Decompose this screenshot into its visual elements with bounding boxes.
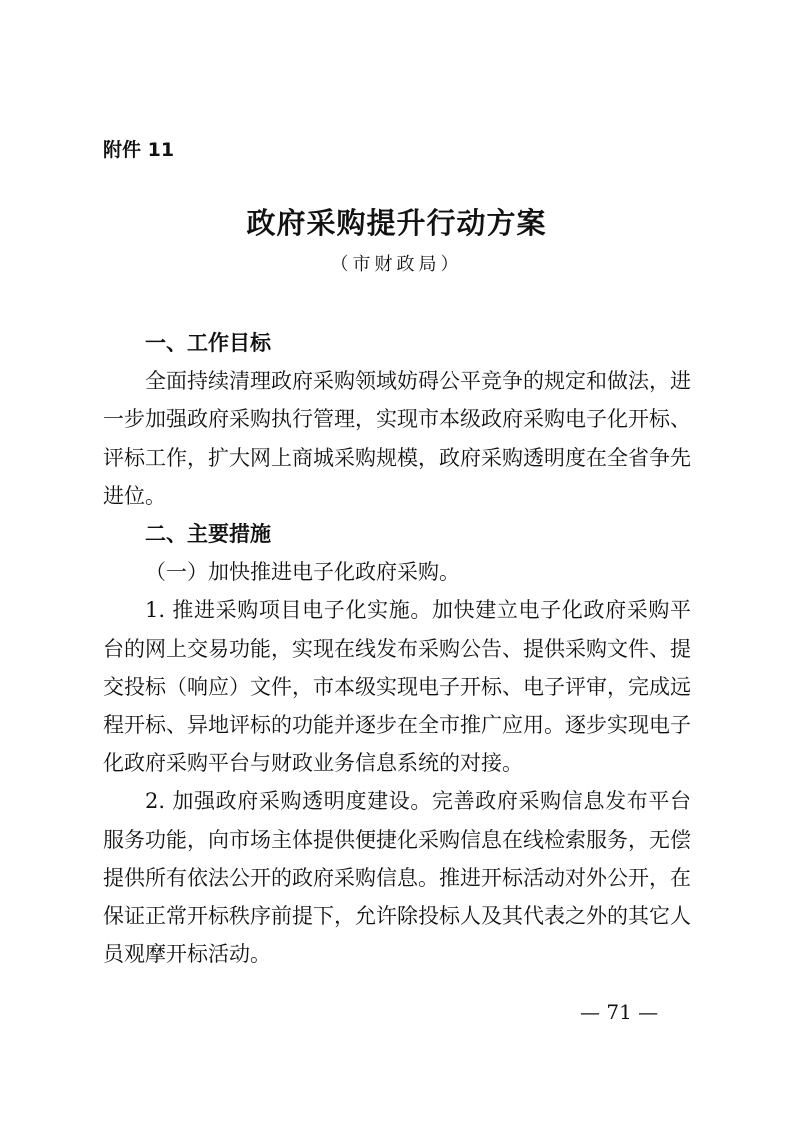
section-heading-goals: 一、工作目标 (145, 331, 271, 355)
paragraph-item-1: 1. 推进采购项目电子化实施。加快建立电子化政府采购平台的网上交易功能，实现在线发布采购公告、提供采购文件、提交投标（响应）文件，市本级实现电子开标、电子评审，完成远程开标、异地评标的功能并逐步在全市推广应用。逐步实现电子化政府采购平台与财政业务信息系统的对接。 (103, 598, 691, 776)
paragraph-item-2: 2. 加强政府采购透明度建设。完善政府采购信息发布平台服务功能，向市场主体提供便捷化采购信息在线检索服务，无偿提供所有依法公开的政府采购信息。推进开标活动对外公开，在保证正常开标秩序前提下，允许除投标人及其代表之外的其它人员观摩开标活动。 (103, 789, 691, 967)
document-subtitle: （市财政局） (330, 254, 463, 275)
attachment-label: 附件 11 (103, 139, 175, 161)
paragraph-goals: 全面持续清理政府采购领域妨碍公平竞争的规定和做法，进一步加强政府采购执行管理，实现市本级政府采购电子化开标、评标工作，扩大网上商城采购规模，政府采购透明度在全省争先进位。 (103, 369, 691, 508)
section-heading-measures: 二、主要措施 (145, 522, 271, 547)
page-number: — 71 — (580, 1000, 659, 1024)
subsection-heading-electronic: （一）加快推进电子化政府采购。 (145, 560, 460, 585)
document-title: 政府采购提升行动方案 (246, 206, 547, 240)
document-body (103, 324, 691, 973)
